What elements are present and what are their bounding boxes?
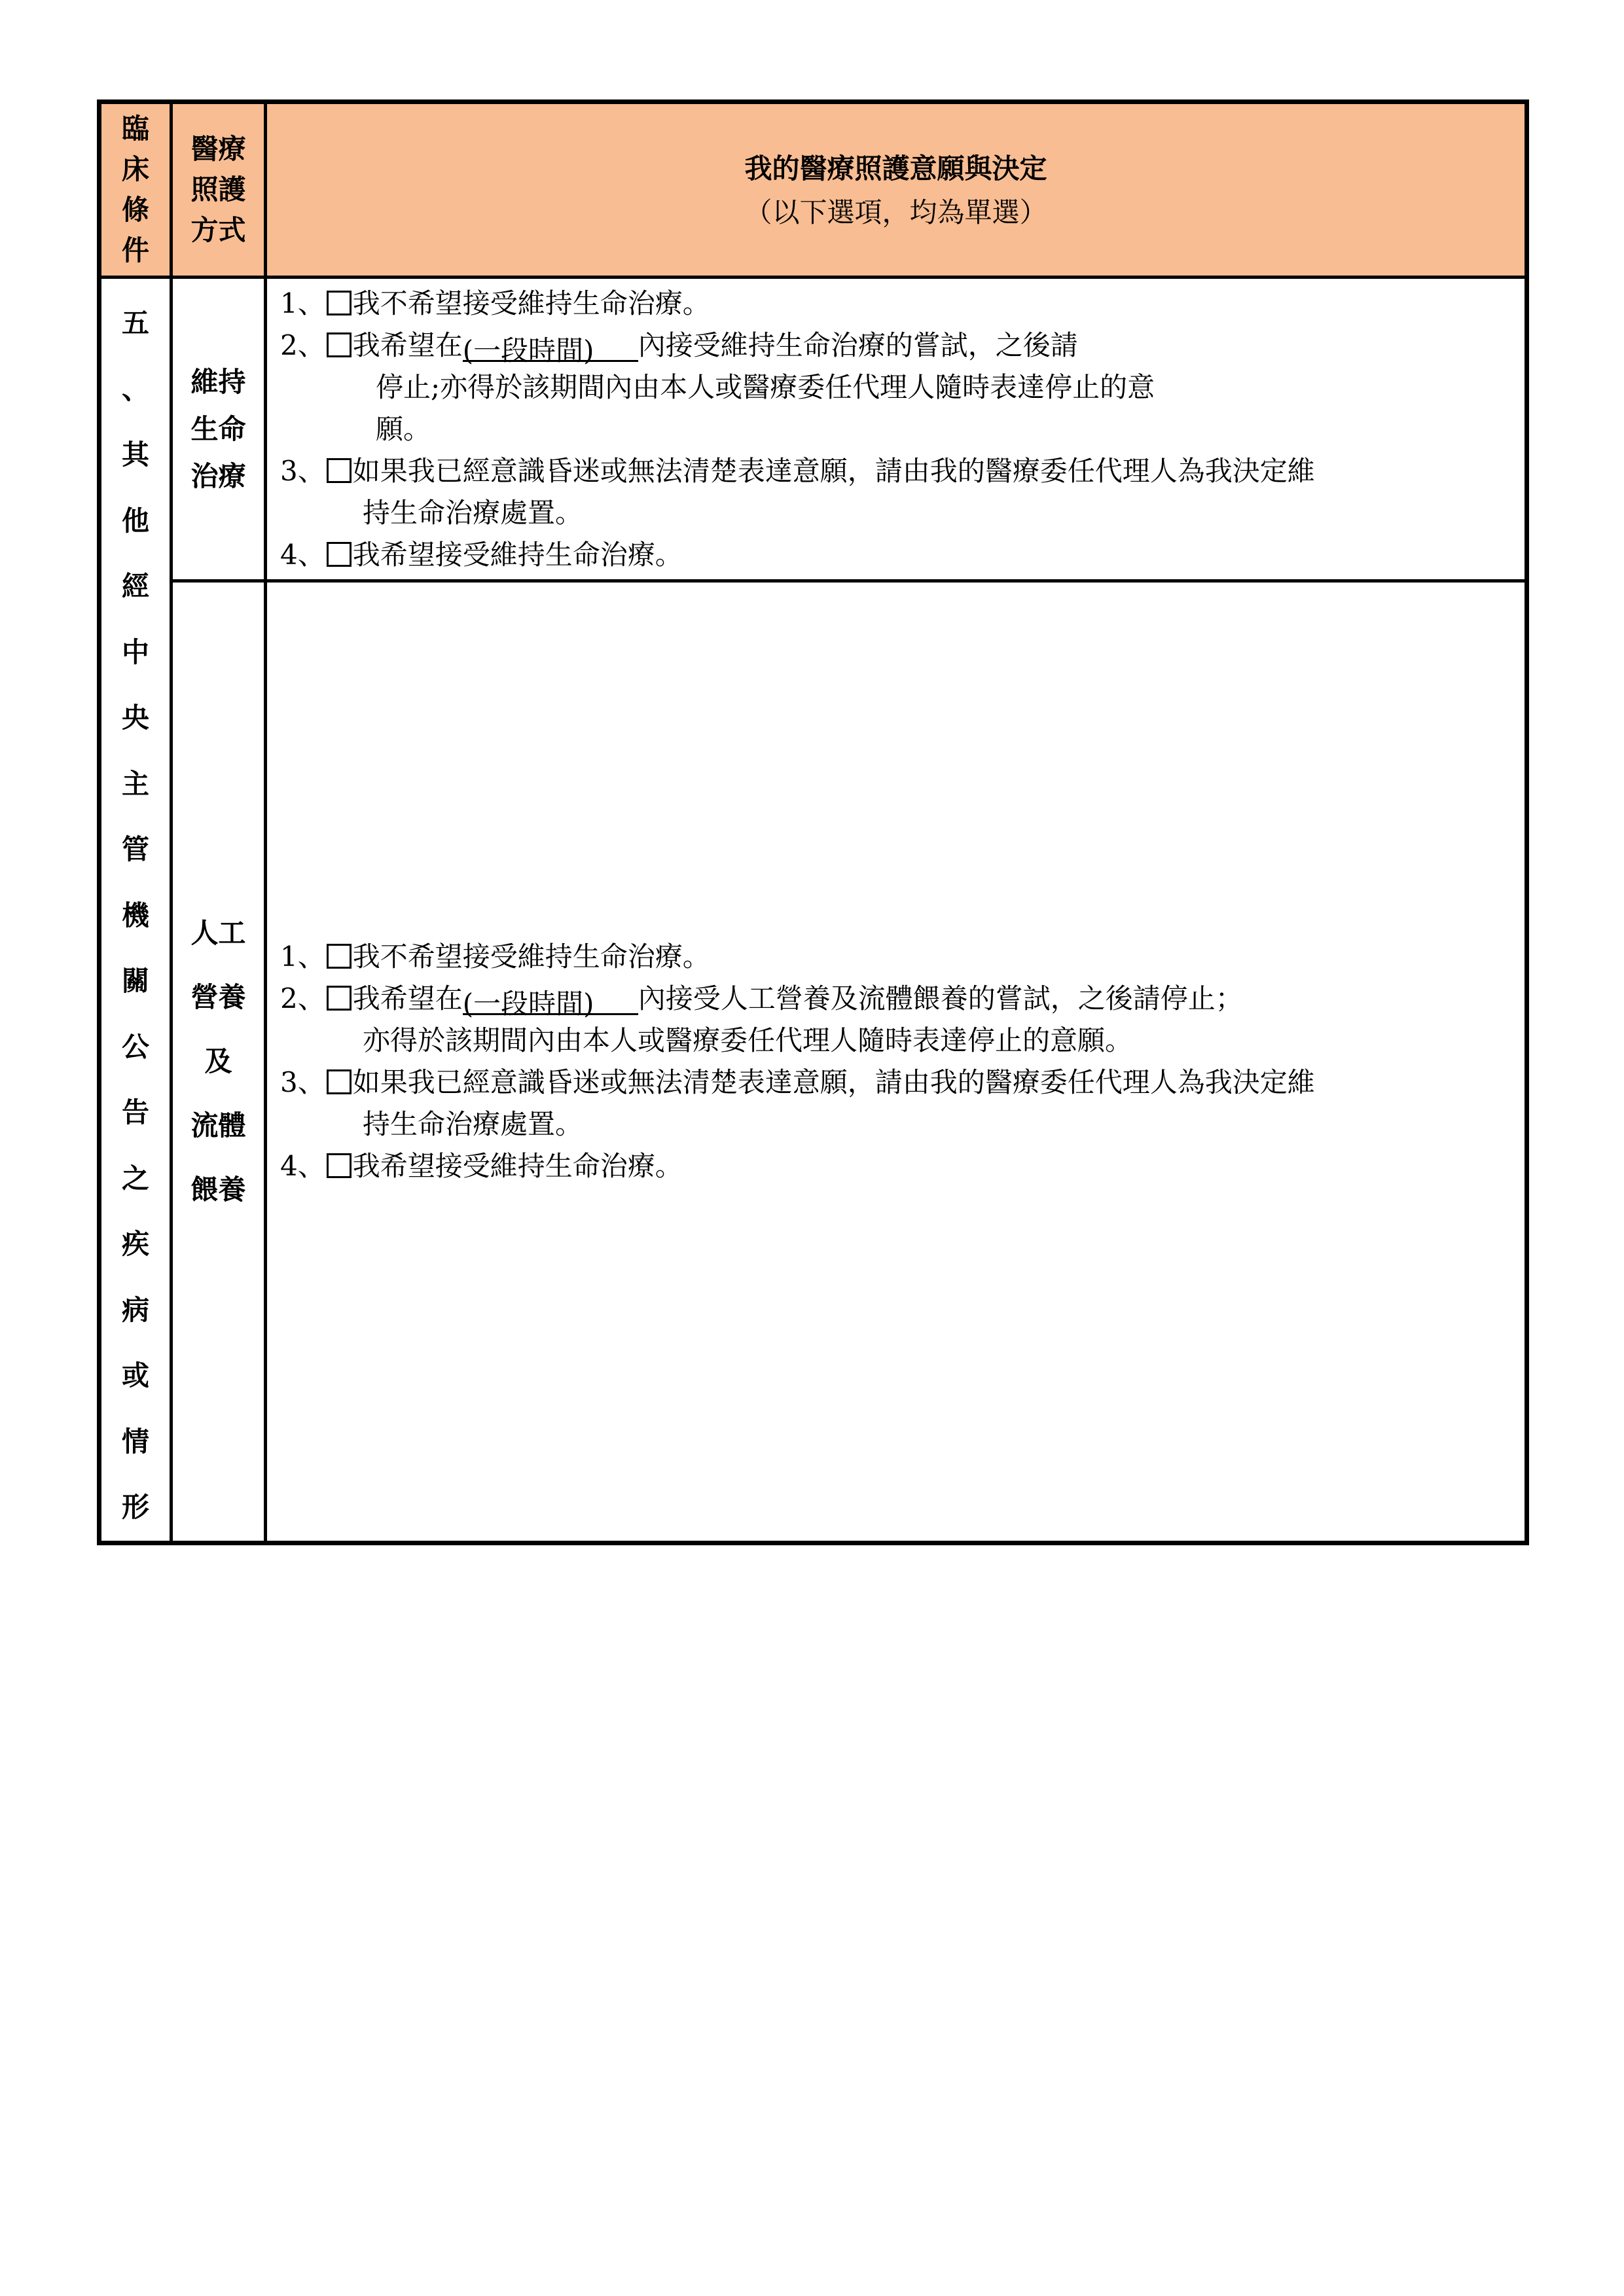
option-3: 3、 如果我已經意識昏迷或無法清楚表達意願，請由我的醫療委任代理人為我決定維 持生命治療處置。 xyxy=(280,454,1315,529)
checkbox[interactable] xyxy=(327,1153,352,1178)
options-artificial-nutrition xyxy=(266,581,1527,1543)
method-artificial-nutrition: 人工 營養 及 流體 餵養 xyxy=(171,581,266,1543)
header-row xyxy=(99,102,1527,278)
options-life-sustaining xyxy=(266,278,1527,581)
option-4: 4、 我希望接受維持生命治療。 xyxy=(280,1149,683,1182)
care-decision-table xyxy=(97,99,1529,1545)
option-2: 2、 我希望在(一段時間) 內接受人工營養及流體餵養的嘗試，之後請停止； 亦得於該期間內由本人或醫療委任代理人隨時表達停止的意願。 xyxy=(280,982,1243,1056)
checkbox[interactable] xyxy=(327,1069,352,1094)
header-care-method: 醫療 照護 方式 xyxy=(171,102,266,278)
header-title: 我的醫療照護意願與決定 xyxy=(744,152,1047,185)
option-4: 4、 我希望接受維持生命治療。 xyxy=(280,538,683,571)
checkbox[interactable] xyxy=(327,986,352,1011)
condition-cell: 五 、 其 他 經 中 央 主 管 機 關 公 告 之 疾 病 或 情 形 xyxy=(99,278,171,1543)
section-row-life-sustaining xyxy=(99,278,1527,581)
checkbox[interactable] xyxy=(327,458,352,483)
section-row-artificial-nutrition xyxy=(99,581,1527,1543)
time-period-blank[interactable]: (一段時間) xyxy=(463,330,638,362)
checkbox[interactable] xyxy=(327,291,352,315)
header-clinical-condition: 臨 床 條 件 xyxy=(99,102,171,278)
option-2: 2、 我希望在(一段時間) 內接受維持生命治療的嘗試，之後請 停止;亦得於該期間內由本人或醫療委任代理人隨時表達停止的意 願。 xyxy=(280,329,1155,445)
header-decision xyxy=(266,102,1527,278)
option-1: 1、 我不希望接受維持生命治療。 xyxy=(280,940,710,973)
header-subtitle: （以下選項，均為單選） xyxy=(744,196,1047,228)
checkbox[interactable] xyxy=(327,944,352,969)
option-3: 3、 如果我已經意識昏迷或無法清楚表達意願，請由我的醫療委任代理人為我決定維 持生命治療處置。 xyxy=(280,1066,1315,1140)
method-life-sustaining: 維持 生命 治療 xyxy=(171,278,266,581)
checkbox[interactable] xyxy=(327,332,352,357)
time-period-blank[interactable]: (一段時間) xyxy=(463,983,638,1015)
option-1: 1、 我不希望接受維持生命治療。 xyxy=(280,287,710,319)
checkbox[interactable] xyxy=(327,542,352,567)
